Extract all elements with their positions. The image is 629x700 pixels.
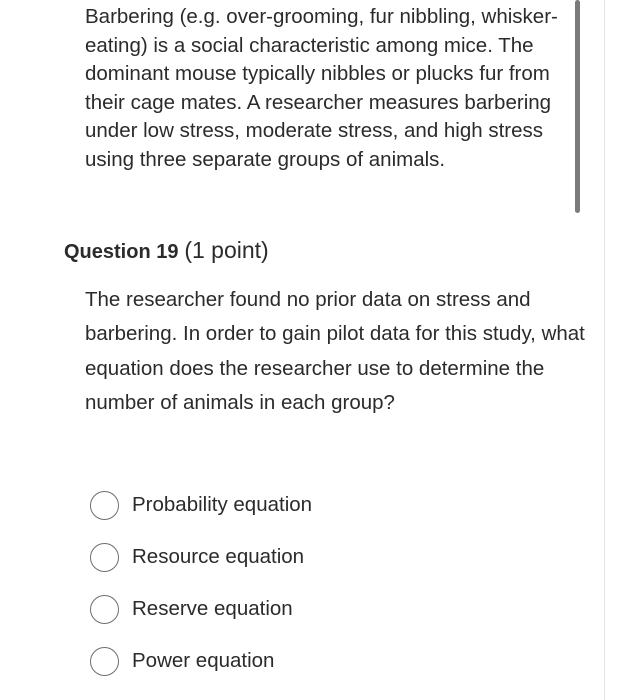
- option-label[interactable]: Power equation: [132, 649, 275, 672]
- radio-button[interactable]: [90, 543, 119, 572]
- option-power-equation[interactable]: [90, 643, 274, 679]
- option-label[interactable]: Reserve equation: [132, 597, 293, 620]
- option-probability-equation[interactable]: [90, 487, 312, 523]
- radio-button[interactable]: [90, 647, 119, 676]
- scrollbar-thumb[interactable]: [575, 0, 580, 213]
- question-points: (1 point): [184, 237, 269, 263]
- question-number: Question 19: [64, 241, 179, 263]
- question-text: The researcher found no prior data on stress and barbering. In order to gain pilot data for this study, what equation does the researcher use to determine the number of animals in each group?: [85, 288, 585, 414]
- option-reserve-equation[interactable]: [90, 591, 293, 627]
- option-label[interactable]: Resource equation: [132, 545, 305, 568]
- scrollbar-track: [604, 0, 605, 700]
- radio-button[interactable]: [90, 491, 119, 520]
- context-paragraph: Barbering (e.g. over-grooming, fur nibbling, whisker-eating) is a social characteristic among mice. The dominant mouse typically nibbles or plucks fur from their cage mates. A researcher measures barbering under low stress, moderate stress, and high stress using three separate groups of animals.: [85, 5, 558, 171]
- option-resource-equation[interactable]: [90, 539, 304, 575]
- option-label[interactable]: Probability equation: [132, 493, 313, 516]
- question-header: [64, 232, 269, 270]
- radio-button[interactable]: [90, 595, 119, 624]
